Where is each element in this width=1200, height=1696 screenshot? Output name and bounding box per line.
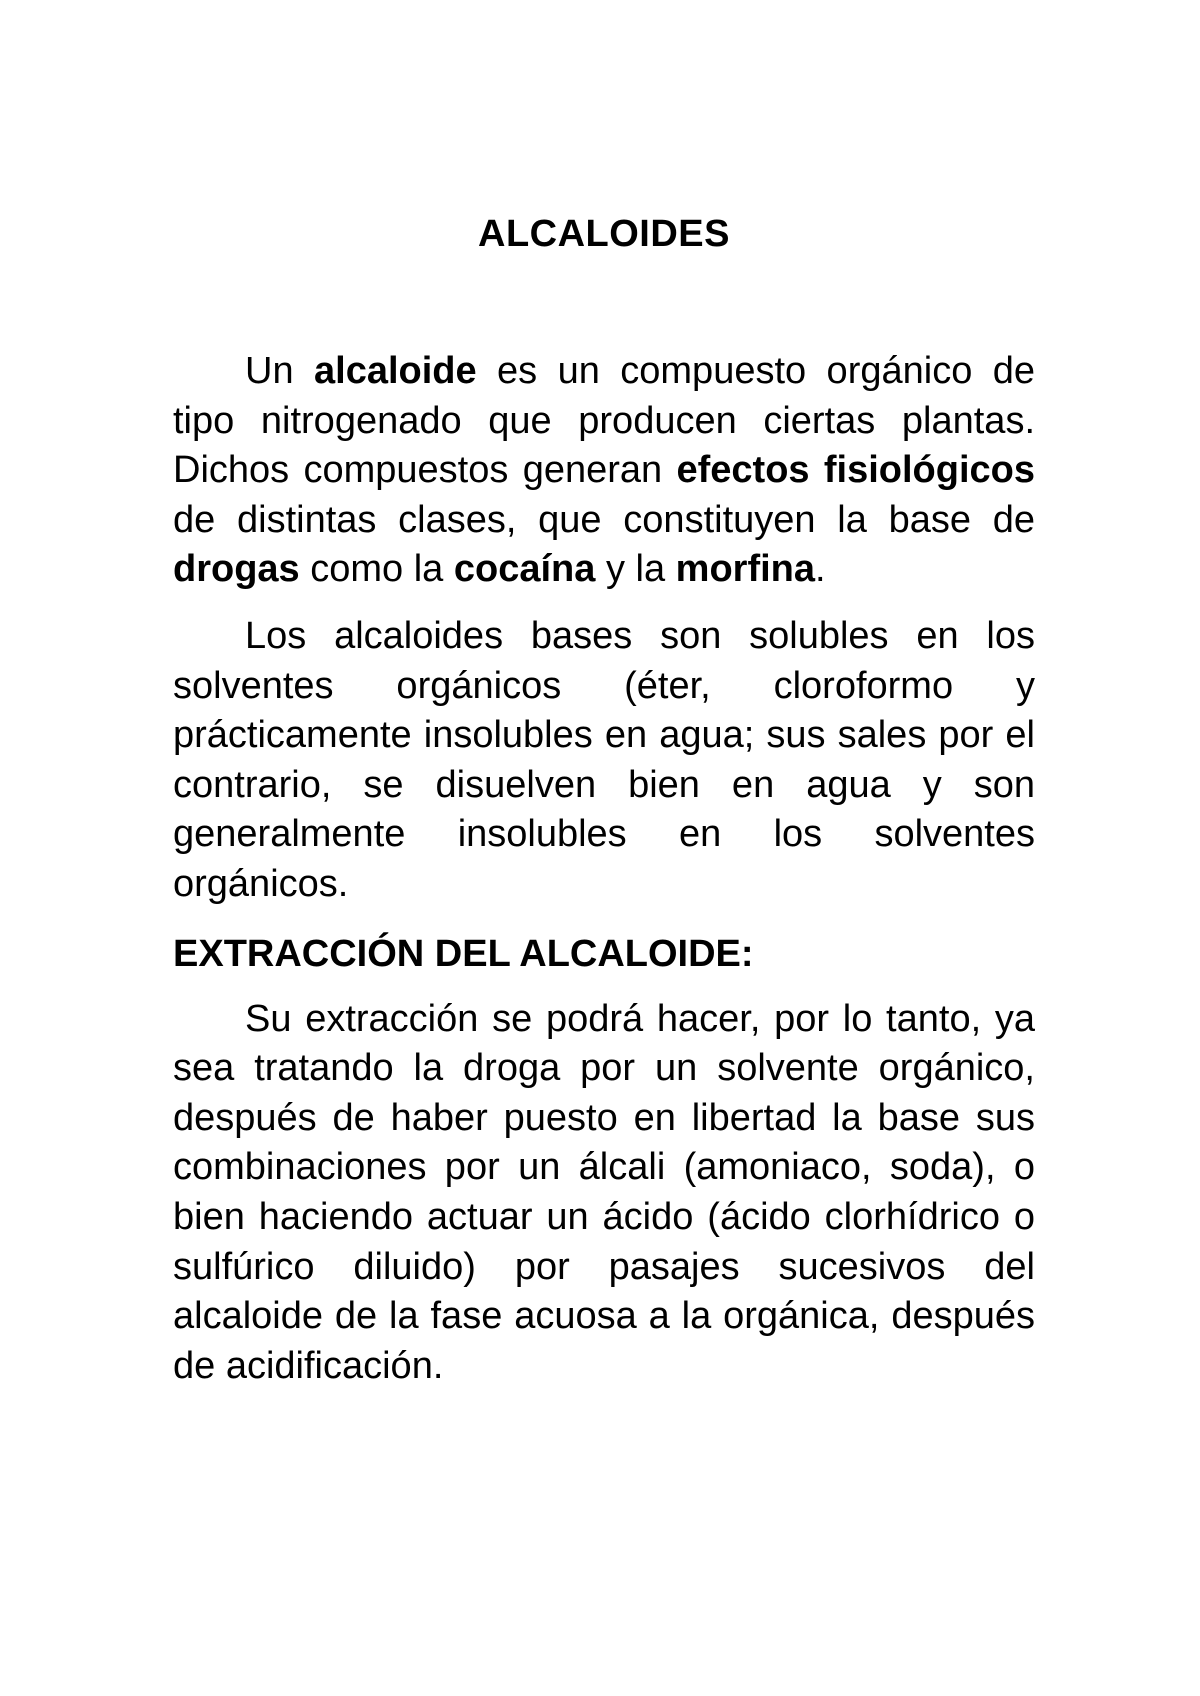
intro-text-3: de distintas clases, que constituyen la base de xyxy=(173,498,1035,541)
intro-text-4: como la xyxy=(299,548,454,591)
document-title: ALCALOIDES xyxy=(478,213,730,255)
intro-text-1: Un xyxy=(245,350,314,392)
intro-text-2: es un compuesto orgánico de tipo nitrogenado que producen ciertas plantas. Dichos compuestos generan xyxy=(173,350,1036,492)
extraction-heading: EXTRACCIÓN DEL ALCALOIDE: xyxy=(173,932,754,975)
solubility-paragraph: Los alcaloides bases son solubles en los solventes orgánicos (éter, cloroformo y prácticamente insolubles en agua; sus sales por el contrario, se disuelven bien en agua y son generalmente insolubles en los solventes orgánicos. xyxy=(173,614,1035,905)
extraction-paragraph: Su extracción se podrá hacer, por lo tanto, ya sea tratando la droga por un solvente orgánico, después de haber puesto en libertad la base sus combinaciones por un álcali (amoniaco, soda), o bien haciendo actuar un ácido (ácido clorhídrico o sulfúrico diluido) por pasajes sucesivos del alcaloide de la fase acuosa a la orgánica, después de acidificación. xyxy=(173,997,1035,1387)
term-efectos-fisiologicos: efectos fisiológicos xyxy=(676,449,1036,492)
term-drogas: drogas xyxy=(173,548,300,591)
term-cocaina: cocaína xyxy=(453,548,596,591)
intro-text-5: y la xyxy=(595,548,676,591)
document-page xyxy=(173,212,1035,1391)
term-alcaloide: alcaloide xyxy=(314,350,477,392)
term-morfina: morfina xyxy=(675,548,816,591)
intro-text-6: . xyxy=(815,548,826,591)
intro-paragraph xyxy=(173,347,1035,595)
